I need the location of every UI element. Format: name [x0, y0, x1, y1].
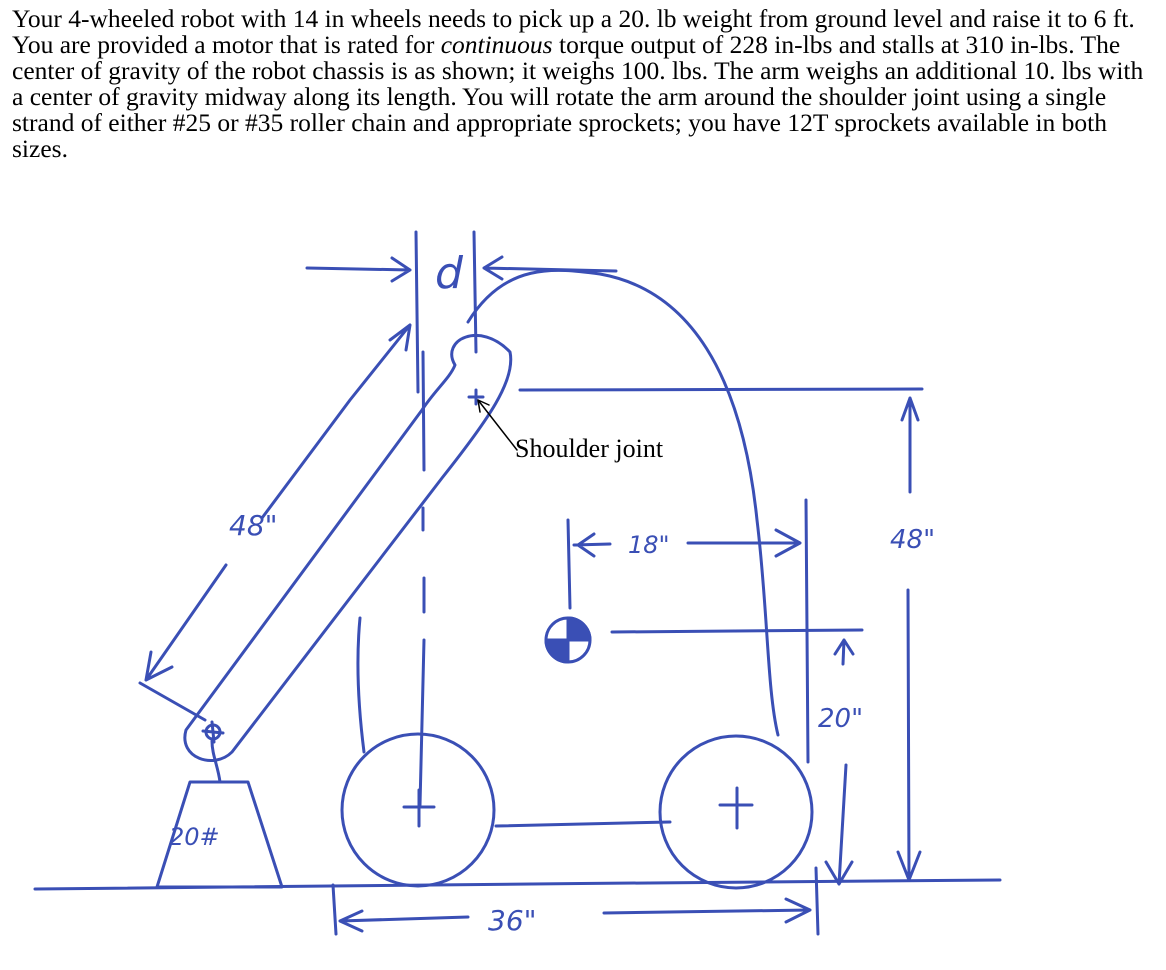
- labels: [169, 248, 935, 937]
- chassis-left-wall: [358, 618, 364, 752]
- centerline: [420, 352, 424, 805]
- front-axle-mark: [720, 788, 752, 828]
- shoulder-height-arrow-upper: [902, 398, 918, 492]
- shoulder-pointer: [478, 400, 517, 450]
- arm-dim-upper: [262, 325, 410, 518]
- shoulder-height-label: 48": [890, 525, 936, 555]
- chassis-lower-edge: [496, 822, 670, 826]
- wheelbase-ext-right: [816, 868, 818, 934]
- arm-pivot-cross: [203, 722, 223, 742]
- problem-emphasis: continuous: [440, 30, 553, 59]
- cg-height-arrow-lower: [826, 765, 852, 884]
- cg-symbol-fill: [568, 618, 590, 640]
- d-ext-left: [416, 232, 418, 392]
- arm-length-label: 48": [229, 509, 278, 542]
- cg-dim-ext: [568, 520, 570, 608]
- wheelbase-arrow-right: [604, 899, 810, 922]
- arm-dim-lower: [146, 565, 226, 680]
- cg-height-arrow: [835, 640, 853, 664]
- arm-dim-ext: [140, 683, 205, 720]
- cg-dim-arrow-left: [574, 534, 610, 556]
- d-arrow-left: [307, 258, 410, 281]
- shoulder-height-ext: [520, 389, 922, 390]
- cg-height-label: 20": [818, 704, 864, 734]
- problem-text-1: Your 4-wheeled robot with 14 in wheels needs to pick up a 20. lb weight from ground level and raise it to 6 ft. You are provided a motor that is rated for: [12, 4, 1135, 59]
- cg-height-ext: [612, 630, 862, 632]
- cg-dim-arrow-right: [688, 530, 800, 556]
- d-label: d: [435, 248, 463, 299]
- wheelbase-label: 36": [488, 904, 537, 937]
- problem-text-2: torque output of 228 in-lbs and stalls at 310 in-lbs. The center of gravity of the robot chassis is as shown; it weighs 100. lbs. The arm weighs an additional 10. lbs with a center of gravity midway along its length. You will rotate the arm around the shoulder joint using a single strand of either #25 or #35 roller chain and appropriate sprockets; you have 12T sprockets available in both sizes.: [12, 30, 1144, 163]
- cg-horizontal-label: 18": [628, 531, 670, 559]
- d-arrow-right: [484, 257, 616, 279]
- wheelbase-ext-left: [333, 885, 336, 934]
- shoulder-joint-label: Shoulder joint: [515, 434, 664, 463]
- wheelbase-arrow-left: [340, 911, 468, 931]
- chassis-outline: [468, 270, 778, 735]
- cg-symbol-fill-2: [546, 640, 568, 662]
- weight-label: 20#: [169, 823, 220, 851]
- shoulder-height-arrow-lower: [898, 590, 920, 880]
- d-ext-right: [474, 232, 476, 352]
- arm-outline: [185, 335, 511, 760]
